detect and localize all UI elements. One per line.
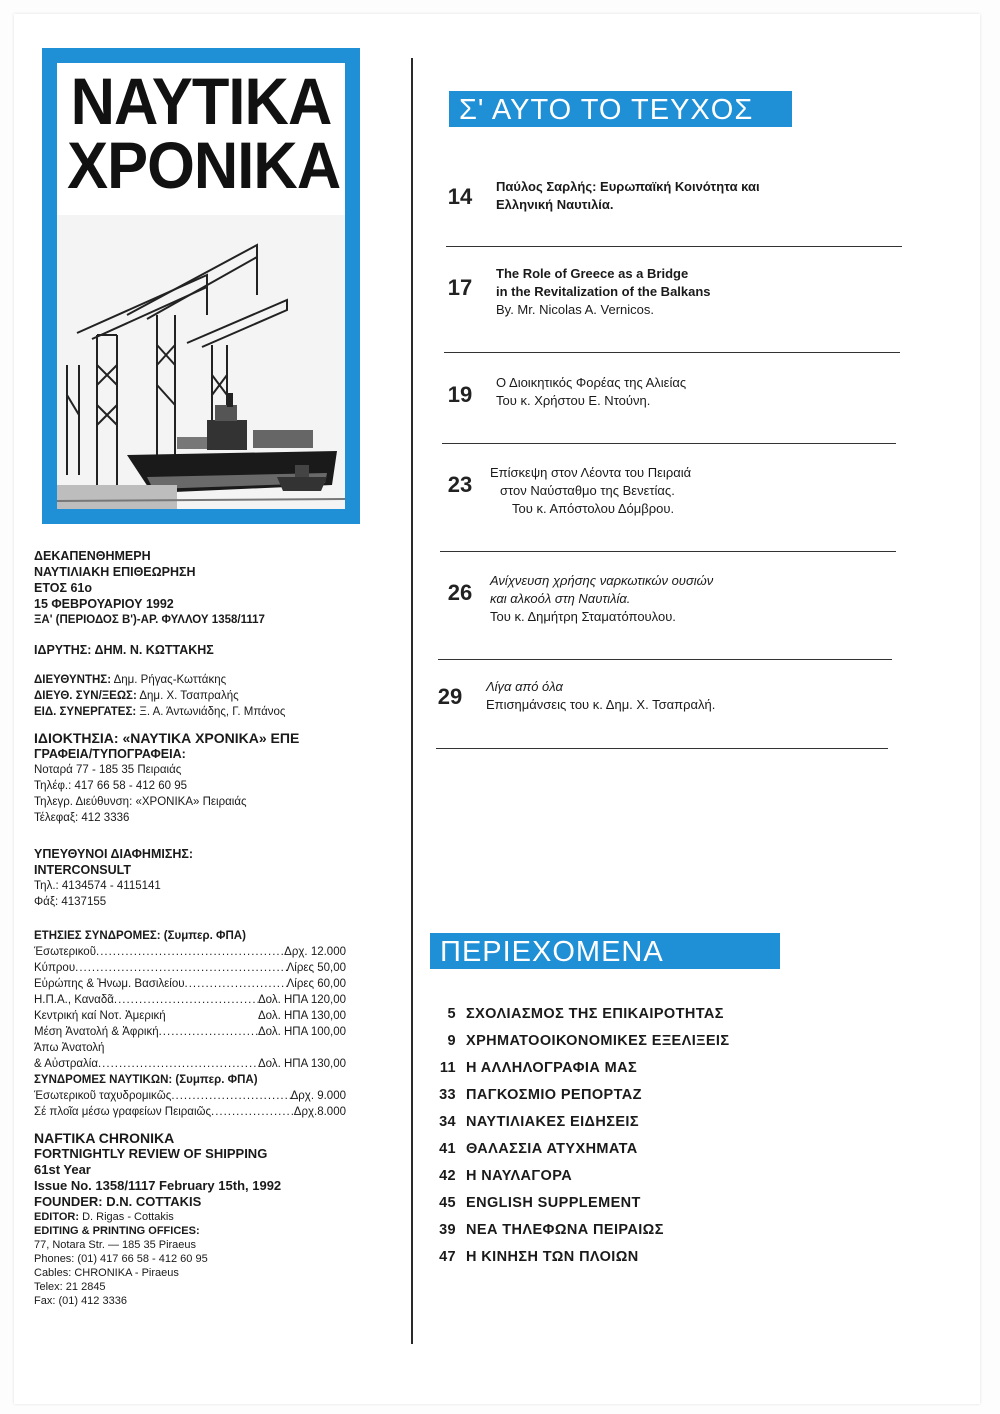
fax: Τέλεφαξ: 412 3336 [34,812,130,824]
article-text [490,572,713,626]
article-entry[interactable] [436,678,916,728]
article-entry[interactable] [436,374,916,424]
subscriptions-title: ΕΤΗΣΙΕΣ ΣΥΝΔΡΟΜΕΣ: (Συμπερ. ΦΠΑ) [34,930,246,942]
review-type: ΝΑΥΤΙΛΙΑΚΗ ΕΠΙΘΕΩΡΗΣΗ [34,565,196,579]
subscription-row [34,976,346,992]
english-masthead [34,1130,374,1308]
editor-value: D. Rigas - Cottakis [82,1211,174,1223]
offices-label: ΓΡΑΦΕΙΑ/ΤΥΠΟΓΡΑΦΕΙΑ: [34,747,186,761]
contents-page: 11 [439,1059,456,1076]
contents-page: 39 [439,1221,456,1238]
subscription-value: Δρχ.8.000 [293,1106,346,1118]
article-title: στον Ναύσταθμο της Βενετίας. [500,483,675,498]
cargo-ship-illustration [57,215,345,509]
english-telex: Telex: 21 2845 [34,1281,106,1293]
contents-page: 42 [439,1167,456,1184]
contents-page: 9 [447,1032,456,1049]
contents-title: ΣΧΟΛΙΑΣΜΟΣ ΤΗΣ ΕΠΙΚΑΙΡΟΤΗΤΑΣ [466,1005,724,1022]
article-text [486,678,715,714]
issue-number: ΞΑ' (ΠΕΡΙΟΔΟΣ Β')-ΑΡ. ΦΥΛΛΟΥ 1358/1117 [34,614,265,626]
director-value: Δημ. Ρήγας-Κωττάκης [113,674,227,686]
director [34,672,374,688]
article-separator [444,352,900,353]
subscription-value: Δολ. ΗΠΑ 130,00 [257,1010,346,1022]
magazine-logo [67,63,341,202]
english-offices: EDITING & PRINTING OFFICES: [34,1225,200,1237]
subscription-label: Έσωτερικοῦ [34,946,96,958]
contents-page: 47 [439,1248,456,1265]
contents-title: Η ΝΑΥΛΑΓΟΡΑ [466,1167,573,1184]
subscription-row [34,944,346,960]
subscription-value: Δολ. ΗΠΑ 130,00 [257,1058,346,1070]
address: Νοταρά 77 - 185 35 Πειραιάς [34,764,182,776]
subscription-row [34,992,346,1008]
contents-page: 34 [439,1113,456,1130]
contents-item[interactable] [430,1189,790,1216]
article-title: in the Revitalization of the Balkans [496,284,711,299]
contents-title: ΠΑΓΚΟΣΜΙΟ ΡΕΠΟΡΤΑΖ [466,1086,642,1103]
english-cables: Cables: CHRONIKA - Piraeus [34,1267,179,1279]
article-separator [438,659,892,660]
article-title: Επίσκεψη στον Λέοντα του Πειραιά [490,465,692,480]
subscriptions-block [34,928,346,1120]
article-text [490,464,691,518]
subscription-row [34,1088,346,1104]
article-title: Ελληνική Ναυτιλία. [496,197,614,212]
cover-image [42,48,360,524]
article-text [496,178,760,214]
contents-title: ENGLISH SUPPLEMENT [466,1194,641,1211]
english-founder: FOUNDER: D.N. COTTAKIS [34,1194,202,1209]
contents-heading: ΠΕΡΙΕΧΟΜΕΝΑ [430,933,780,969]
article-title: Παύλος Σαρλής: Ευρωπαϊκή Κοινότητα και [496,179,760,194]
contributors-value: Ξ. Α. Άντωνιάδης, Γ. Μπάνος [139,706,286,718]
article-text [496,374,686,410]
far-east-line1: Άπω Ἀνατολή [34,1042,105,1054]
contents-title: ΝΕΑ ΤΗΛΕΦΩΝΑ ΠΕΙΡΑΙΩΣ [466,1221,664,1238]
subscription-label: Έσωτερικοῦ ταχυδρομικῶς [34,1090,172,1102]
subscription-label: Εὐρώπης & Ἠνωμ. Βασιλείου [34,978,185,990]
contents-title: ΝΑΥΤΙΛΙΑΚΕΣ ΕΙΔΗΣΕΙΣ [466,1113,639,1130]
in-this-issue-heading: Σ' ΑΥΤΟ ΤΟ ΤΕΥΧΟΣ [449,91,792,127]
english-name: NAFTIKA CHRONIKA [34,1130,175,1146]
ownership: ΙΔΙΟΚΤΗΣΙΑ: «ΝΑΥΤΙΚΑ ΧΡΟΝΙΚΑ» ΕΠΕ [34,730,300,746]
contributors-label: ΕΙΔ. ΣΥΝΕΡΓΑΤΕΣ: [34,706,137,718]
article-entry[interactable] [436,178,916,248]
advertising-block [34,846,374,910]
contents-list [430,1000,790,1270]
article-page: 19 [447,382,473,407]
ads-fax: Φάξ: 4137155 [34,896,107,908]
article-separator [446,246,902,247]
article-entry[interactable] [436,572,916,632]
editing-label: ΔΙΕΥΘ. ΣΥΝ/ΞΕΩΣ: [34,690,137,702]
article-page: 26 [447,580,473,605]
article-page: 14 [447,184,473,209]
contents-item[interactable] [430,1162,790,1189]
ads-company: INTERCONSULT [34,863,131,877]
contents-item[interactable] [430,1135,790,1162]
contents-item[interactable] [430,1216,790,1243]
subscription-value: Δρχ. 12.000 [284,946,346,958]
article-title: Ανίχνευση χρήσης ναρκωτικών ουσιών [490,573,714,588]
subscription-row [34,1056,346,1072]
contents-title: Η ΑΛΛΗΛΟΓΡΑΦΙΑ ΜΑΣ [466,1059,638,1076]
subscription-value: Λίρες 60,00 [286,978,346,990]
subscription-label: Η.Π.Α., Καναδᾶ [34,994,114,1006]
masthead [34,548,374,1318]
seamen-subscriptions-title: ΣΥΝΔΡΟΜΕΣ ΝΑΥΤΙΚΩΝ: (Συμπερ. ΦΠΑ) [34,1074,258,1086]
contributors [34,704,374,720]
subscription-label: Σέ πλοῖα μέσω γραφείων Πειραιῶς [34,1106,212,1118]
publication-info [34,548,374,628]
contents-page: 33 [439,1086,456,1103]
subscription-label: Κεντρική καί Νοτ. Ἀμερική [34,1010,166,1022]
logo-line-2: ΧΡΟΝΙΚΑ [67,128,341,202]
contents-item[interactable] [430,1054,790,1081]
director-label: ΔΙΕΥΘΥΝΤΗΣ: [34,674,112,686]
contents-item[interactable] [430,1000,790,1027]
subscription-label: Μέση Ἀνατολή & Ἀφρική [34,1026,159,1038]
subscription-value: Δρχ. 9.000 [290,1090,346,1102]
english-issue: Issue No. 1358/1117 February 15th, 1992 [34,1178,282,1193]
article-page: 17 [447,275,473,300]
english-address: 77, Notara Str. — 185 35 Piraeus [34,1239,197,1251]
publication-year: ΕΤΟΣ 61ο [34,581,92,595]
staff [34,672,374,720]
phone: Τηλέφ.: 417 66 58 - 412 60 95 [34,780,188,792]
article-page: 29 [437,684,463,709]
article-separator [436,748,888,749]
article-author: Του κ. Δημήτρη Σταματόπουλου. [490,609,676,624]
english-phones: Phones: (01) 417 66 58 - 412 60 95 [34,1253,208,1265]
article-text [496,265,711,319]
article-separator [442,443,896,444]
contents-item[interactable] [430,1027,790,1054]
ads-phone: Τηλ.: 4134574 - 4115141 [34,880,161,892]
subscription-row [34,960,346,976]
subscriptions-list [34,944,346,1072]
subscription-row [34,1104,346,1120]
subscription-value: Λίρες 50,00 [286,962,346,974]
english-editor [34,1210,374,1224]
subscription-row [34,1024,346,1040]
founder-text: ΙΔΡΥΤΗΣ: ΔΗΜ. Ν. ΚΩΤΤΑΚΗΣ [34,643,214,657]
article-entry[interactable] [436,265,916,325]
subscription-row [34,1008,346,1024]
english-fax: Fax: (01) 412 3336 [34,1295,127,1307]
editing-value: Δημ. Χ. Τσαπραλής [139,690,239,702]
contents-item[interactable] [430,1081,790,1108]
cover-inner [57,63,345,509]
subscription-value: Δολ. ΗΠΑ 120,00 [257,994,346,1006]
subscription-label: & Αὐστραλία [34,1058,98,1070]
column-divider [411,58,413,1344]
article-title: The Role of Greece as a Bridge [496,266,689,281]
article-author: Του κ. Απόστολου Δόμβρου. [512,501,675,516]
article-entry[interactable] [436,464,916,524]
article-author: Επισημάνσεις του κ. Δημ. Χ. Τσαπραλή. [486,697,716,712]
telegraph: Τηλεγρ. Διεύθυνση: «ΧΡΟΝΙΚΑ» Πειραιάς [34,796,247,808]
subscription-label: Κύπρου [34,962,76,974]
article-page: 23 [447,472,473,497]
ownership-block [34,730,374,826]
article-author: By. Mr. Nicolas A. Vernicos. [496,302,654,317]
article-title: και αλκοόλ στη Ναυτιλία. [490,591,631,606]
english-subtitle: FORTNIGHTLY REVIEW OF SHIPPING [34,1146,268,1161]
article-author: Του κ. Χρήστου Ε. Ντούνη. [496,393,651,408]
article-separator [440,551,896,552]
periodicity: ΔΕΚΑΠΕΝΘΗΜΕΡΗ [34,549,151,563]
article-title: Λίγα από όλα [486,679,563,694]
contents-title: ΘΑΛΑΣΣΙΑ ΑΤΥΧΗΜΑΤΑ [466,1140,638,1157]
contents-item[interactable] [430,1108,790,1135]
editing-director [34,688,374,704]
editor-label: EDITOR: [34,1211,80,1223]
article-title: Ο Διοικητικός Φορέας της Αλιείας [496,375,687,390]
logo-line-1: ΝΑΥΤΙΚΑ [70,64,332,138]
subscription-value: Δολ. ΗΠΑ 100,00 [257,1026,346,1038]
ads-label: ΥΠΕΥΘΥΝΟΙ ΔΙΑΦΗΜΙΣΗΣ: [34,847,194,861]
issue-date: 15 ΦΕΒΡΟΥΑΡΙΟΥ 1992 [34,597,174,611]
contents-title: Η ΚΙΝΗΣΗ ΤΩΝ ΠΛΟΙΩΝ [466,1248,639,1265]
contents-page: 41 [439,1140,456,1157]
english-year: 61st Year [34,1162,91,1177]
contents-title: ΧΡΗΜΑΤΟΟΙΚΟΝΟΜΙΚΕΣ ΕΞΕΛΙΞΕΙΣ [466,1032,730,1049]
contents-item[interactable] [430,1243,790,1270]
contents-page: 45 [439,1194,456,1211]
contents-page: 5 [447,1005,456,1022]
founder [34,642,374,658]
